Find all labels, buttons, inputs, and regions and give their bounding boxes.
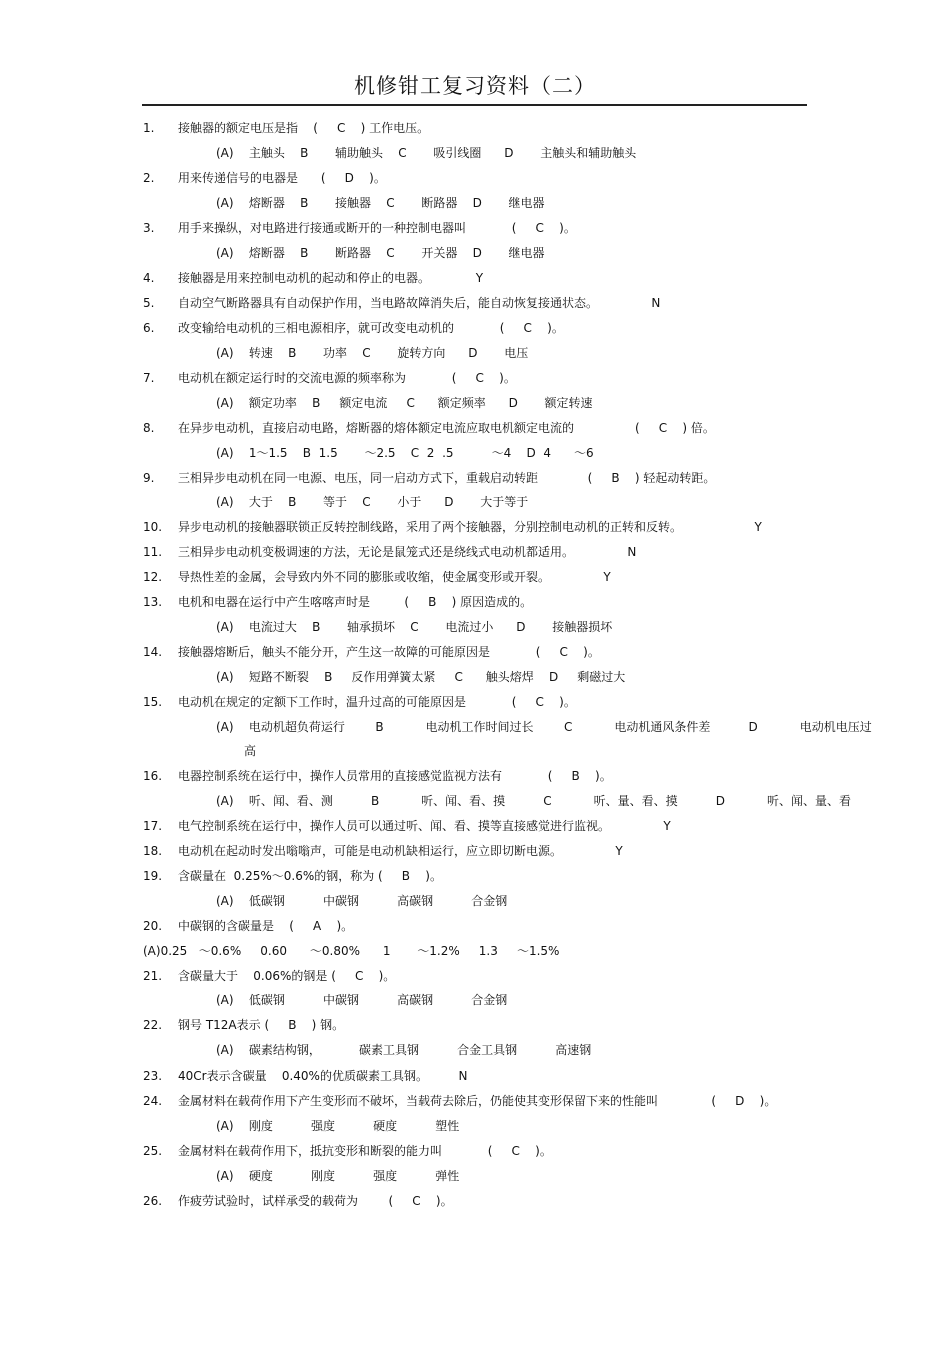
question-text: 用手来操纵，对电路进行接通或断开的一种控制电器叫 ( C )。 [178,221,576,235]
question-text: 含碳量在 0.25%～0.6%的钢，称为 ( B )。 [178,869,442,883]
answer-options: (A) 听、闻、看、测 B 听、闻、看、摸 C 听、量、看、摸 D 听、闻、量、看 [216,794,851,808]
title-underline [142,104,807,106]
question-text: 三相异步电动机变极调速的方法，无论是鼠笼式还是绕线式电动机都适用。 N [178,545,637,559]
question-text: 接触器熔断后，触头不能分开，产生这一故障的可能原因是 ( C )。 [178,645,600,659]
answer-options: (A) 短路不断裂 B 反作用弹簧太紧 C 触头熔焊 D 剩磁过大 [216,670,626,684]
question-text: 电动机在额定运行时的交流电源的频率称为 ( C )。 [178,371,516,385]
question-number: 1. [143,121,155,135]
question-text: 自动空气断路器具有自动保护作用，当电路故障消失后，能自动恢复接通状态。 N [178,296,661,310]
question-text: 接触器是用来控制电动机的起动和停止的电器。 Y [178,271,484,285]
answer-options: (A) 熔断器 B 接触器 C 断路器 D 继电器 [216,196,545,210]
answer-options: (A) 额定功率 B 额定电流 C 额定频率 D 额定转速 [216,396,593,410]
question-number: 10. [143,520,163,534]
question-number: 19. [143,869,163,883]
question-number: 22. [143,1018,163,1032]
question-text: 电器控制系统在运行中，操作人员常用的直接感觉监视方法有 ( B )。 [178,769,612,783]
answer-options-line: (A)0.25 ～0.6% 0.60 ～0.80% 1 ～1.2% 1.3 ～1.5% [143,944,560,958]
answer-options: (A) 主触头 B 辅助触头 C 吸引线圈 D 主触头和辅助触头 [216,146,637,160]
question-number: 18. [143,844,163,858]
answer-options: (A) 硬度 刚度 强度 弹性 [216,1169,460,1183]
answer-options: (A) 刚度 强度 硬度 塑性 [216,1119,460,1133]
question-number: 5. [143,296,155,310]
question-number: 13. [143,595,163,609]
answer-options: (A) 电流过大 B 轴承损坏 C 电流过小 D 接触器损坏 [216,620,613,634]
question-text: 钢号 T12A表示 ( B ) 钢。 [178,1018,345,1032]
question-number: 17. [143,819,163,833]
question-text: 三相异步电动机在同一电源、电压，同一启动方式下，重载启动转距 ( B ) 轻起动转距。 [178,471,716,485]
question-text: 含碳量大于 0.06%的钢是 ( C )。 [178,969,396,983]
answer-options: (A) 碳素结构钢， 碳素工具钢 合金工具钢 高速钢 [216,1043,592,1057]
answer-options: (A) 1～1.5 B 1.5 ～2.5 C 2 .5 ～4 D 4 ～6 [216,446,594,460]
question-text: 电动机在起动时发出嗡嗡声，可能是电动机缺相运行，应立即切断电源。 Y [178,844,623,858]
answer-options: (A) 低碳钢 中碳钢 高碳钢 合金钢 [216,894,508,908]
question-number: 24. [143,1094,163,1108]
question-text: 金属材料在载荷作用下产生变形而不破坏，当载荷去除后，仍能使其变形保留下来的性能叫 ( D )。 [178,1094,777,1108]
question-number: 14. [143,645,163,659]
question-text: 用来传递信号的电器是 ( D )。 [178,171,386,185]
question-text: 在异步电动机，直接启动电路，熔断器的熔体额定电流应取电机额定电流的 ( C ) 倍。 [178,421,715,435]
answer-options: (A) 低碳钢 中碳钢 高碳钢 合金钢 [216,993,508,1007]
question-number: 20. [143,919,163,933]
question-number: 4. [143,271,155,285]
answer-options: (A) 大于 B 等于 C 小于 D 大于等于 [216,495,529,509]
question-number: 8. [143,421,155,435]
answer-options: (A) 熔断器 B 断路器 C 开关器 D 继电器 [216,246,545,260]
answer-options: (A) 电动机超负荷运行 B 电动机工作时间过长 C 电动机通风条件差 D 电动机电压过 [216,720,872,734]
question-text: 接触器的额定电压是指 ( C ) 工作电压。 [178,121,430,135]
question-number: 16. [143,769,163,783]
question-number: 12. [143,570,163,584]
question-number: 2. [143,171,155,185]
document-title: 机修钳工复习资料（二） [354,74,596,98]
question-number: 23. [143,1069,163,1083]
question-text: 电机和电器在运行中产生喀喀声时是 ( B ) 原因造成的。 [178,595,533,609]
question-number: 6. [143,321,155,335]
question-text: 中碳钢的含碳量是 ( A )。 [178,919,354,933]
question-text: 金属材料在载荷作用下，抵抗变形和断裂的能力叫 ( C )。 [178,1144,552,1158]
question-number: 3. [143,221,155,235]
question-text: 电动机在规定的定额下工作时，温升过高的可能原因是 ( C )。 [178,695,576,709]
question-text: 作疲劳试验时，试样承受的载荷为 ( C )。 [178,1194,453,1208]
question-text: 导热性差的金属，会导致内外不同的膨胀或收缩，使金属变形或开裂。 Y [178,570,611,584]
question-number: 25. [143,1144,163,1158]
answer-options: (A) 转速 B 功率 C 旋转方向 D 电压 [216,346,529,360]
question-number: 26. [143,1194,163,1208]
question-number: 21. [143,969,163,983]
question-text: 异步电动机的接触器联锁正反转控制线路，采用了两个接触器，分别控制电动机的正转和反转。 Y [178,520,762,534]
question-number: 9. [143,471,155,485]
answer-options: 高 [244,744,257,758]
question-text: 改变输给电动机的三相电源相序，就可改变电动机的 ( C )。 [178,321,564,335]
question-number: 15. [143,695,163,709]
question-text: 40Cr表示含碳量 0.40%的优质碳素工具钢。 N [178,1069,468,1083]
question-number: 7. [143,371,155,385]
question-number: 11. [143,545,163,559]
question-text: 电气控制系统在运行中，操作人员可以通过听、闻、看、摸等直接感觉进行监视。 Y [178,819,671,833]
